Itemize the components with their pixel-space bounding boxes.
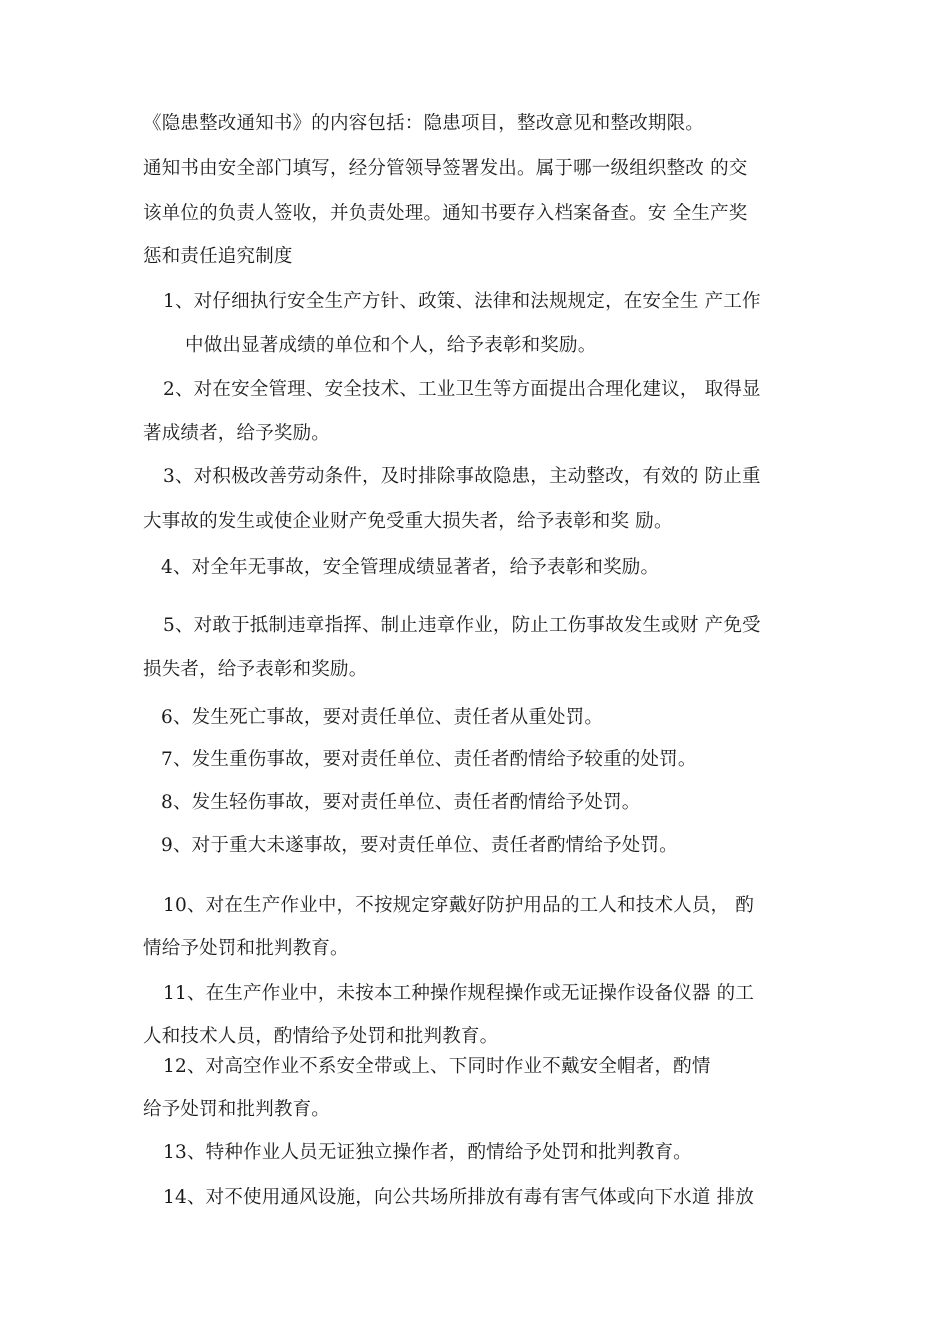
- text-line-24: 13、特种作业人员无证独立操作者，酌情给予处罚和批判教育。: [163, 1142, 692, 1163]
- text-line-14: 6、发生死亡事故，要对责任单位、责任者从重处罚。: [161, 707, 604, 728]
- text-line-17: 9、对于重大未遂事故，要对责任单位、责任者酌情给予处罚。: [161, 835, 678, 856]
- text-line-16: 8、发生轻伤事故，要对责任单位、责任者酌情给予处罚。: [161, 792, 641, 813]
- text-line-7: 2、对在安全管理、安全技术、工业卫生等方面提出合理化建议， 取得显: [163, 379, 761, 400]
- text-line-3: 该单位的负责人签收，并负责处理。通知书要存入档案备查。安 全生产奖: [143, 203, 748, 224]
- text-line-13: 损失者，给予表彰和奖励。: [143, 659, 368, 680]
- text-line-25: 14、对不使用通风设施，向公共场所排放有毒有害气体或向下水道 排放: [163, 1187, 755, 1208]
- text-line-8: 著成绩者，给予奖励。: [143, 423, 331, 444]
- text-line-19: 情给予处罚和批判教育。: [143, 938, 349, 959]
- text-line-6: 中做出显著成绩的单位和个人，给予表彰和奖励。: [185, 335, 597, 356]
- text-line-2: 通知书由安全部门填写，经分管领导签署发出。属于哪一级组织整改 的交: [143, 158, 748, 179]
- text-line-18: 10、对在生产作业中，不按规定穿戴好防护用品的工人和技术人员， 酌: [163, 895, 755, 916]
- text-line-1: 《隐患整改通知书》的内容包括：隐患项目，整改意见和整改期限。: [143, 113, 705, 134]
- text-line-23: 给予处罚和批判教育。: [143, 1099, 331, 1120]
- text-line-20: 11、在生产作业中，未按本工种操作规程操作或无证操作设备仪器 的工: [163, 983, 755, 1004]
- text-line-15: 7、发生重伤事故，要对责任单位、责任者酌情给予较重的处罚。: [161, 749, 697, 770]
- text-line-9: 3、对积极改善劳动条件，及时排除事故隐患，主动整改，有效的 防止重: [163, 466, 761, 487]
- text-line-11: 4、对全年无事故，安全管理成绩显著者，给予表彰和奖励。: [161, 557, 660, 578]
- text-line-4: 惩和责任追究制度: [143, 246, 293, 267]
- text-line-10: 大事故的发生或使企业财产免受重大损失者，给予表彰和奖 励。: [143, 511, 673, 532]
- text-line-12: 5、对敢于抵制违章指挥、制止违章作业，防止工伤事故发生或财 产免受: [163, 615, 761, 636]
- text-line-22: 12、对高空作业不系安全带或上、下同时作业不戴安全帽者，酌情: [163, 1056, 711, 1077]
- text-line-21: 人和技术人员，酌情给予处罚和批判教育。: [143, 1026, 499, 1047]
- text-line-5: 1、对仔细执行安全生产方针、政策、法律和法规规定，在安全生 产工作: [163, 291, 761, 312]
